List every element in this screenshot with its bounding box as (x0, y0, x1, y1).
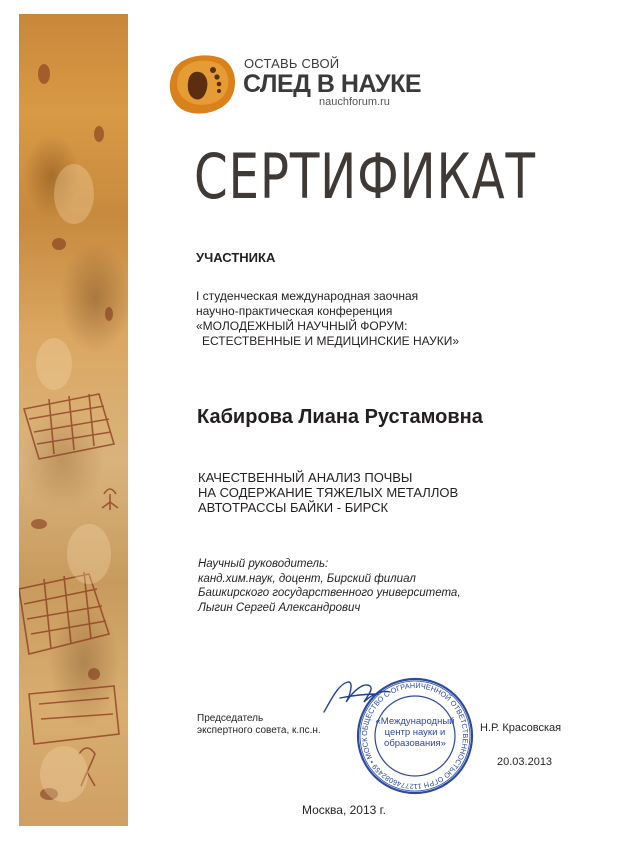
conference-name: ЕСТЕСТВЕННЫЕ И МЕДИЦИНСКИЕ НАУКИ» (202, 334, 460, 348)
signature (320, 672, 400, 722)
topic-block (198, 470, 458, 515)
chair-title: Председатель (197, 713, 264, 724)
rock-art-strip (19, 14, 128, 826)
stamp-center-text: «Международный центр науки и образования» (375, 716, 455, 749)
topic-line: АВТОТРАССЫ БАЙКИ - БИРСК (198, 500, 389, 515)
conference-block (196, 289, 459, 349)
rock-art-drawings (19, 14, 128, 826)
certificate-title: СЕРТИФИКАТ (194, 140, 536, 213)
conference-line: I студенческая международная заочная (196, 289, 419, 303)
logo-site: nauchforum.ru (319, 96, 390, 108)
recipient-name: Кабирова Лиана Рустамовна (197, 406, 483, 428)
chair-block (197, 713, 321, 737)
logo-tagline: ОСТАВЬ СВОЙ (244, 56, 340, 71)
advisor-block (198, 557, 461, 615)
logo (165, 50, 422, 122)
chair-title: экспертного совета, к.пс.н. (197, 725, 321, 736)
participant-label: УЧАСТНИКА (196, 250, 276, 265)
conference-line: научно-практическая конференция (196, 304, 393, 318)
advisor-name: Лыгин Сергей Александрович (198, 601, 361, 614)
conference-name: «МОЛОДЕЖНЫЙ НАУЧНЫЙ ФОРУМ: (196, 319, 408, 333)
topic-line: НА СОДЕРЖАНИЕ ТЯЖЕЛЫХ МЕТАЛЛОВ (198, 485, 459, 500)
city-year: Москва, 2013 г. (302, 803, 386, 817)
advisor-label: Научный руководитель: (198, 558, 329, 570)
signer-name: Н.Р. Красовская (480, 722, 562, 734)
footprint-stone-icon (165, 50, 239, 118)
logo-name: СЛЕД В НАУКЕ (243, 70, 422, 98)
advisor-line: канд.хим.наук, доцент, Бирский филиал (198, 572, 416, 585)
topic-line: КАЧЕСТВЕННЫЙ АНАЛИЗ ПОЧВЫ (198, 470, 413, 485)
advisor-line: Башкирского государственного университета, (198, 587, 461, 599)
issue-date: 20.03.2013 (497, 756, 553, 768)
stamp-ring-text: ОБЩЕСТВО С ОГРАНИЧЕННОЙ ОТВЕТСТВЕННОСТЬЮ ОГРН 1127746082459 • МОСК (359, 680, 471, 792)
